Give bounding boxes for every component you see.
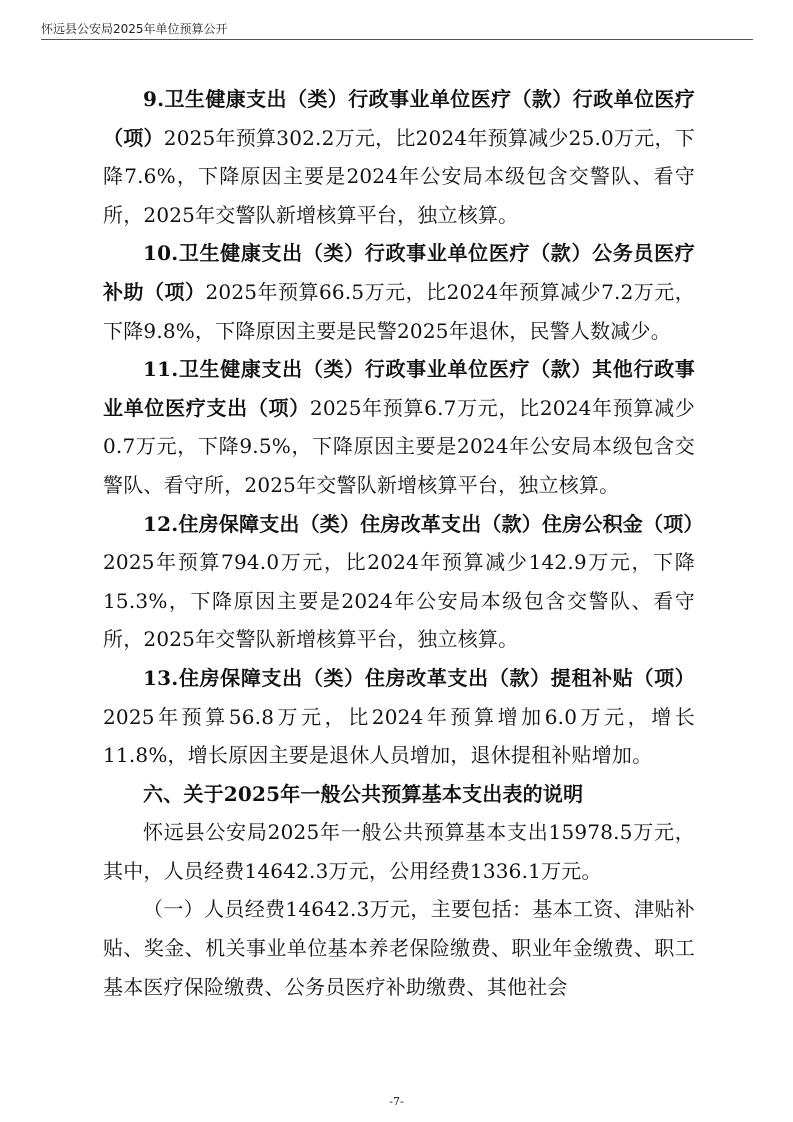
item-heading: 9.卫生健康支出（类）行政事业单位医疗（款）行政单位医疗（项） (103, 87, 695, 150)
section-paragraph: （一）人员经费14642.3万元，主要包括：基本工资、津贴补贴、奖金、机关事业单位基本养老保险缴费、职业年金缴费、职工基本医疗保险缴费、公务员医疗补助缴费、其他社会 (103, 897, 695, 999)
item-body: 2025年预算794.0万元，比2024年预算减少142.9万元，下降15.3%，下降原因主要是2024年公安局本级包含交警队、看守所，2025年交警队新增核算平台，独立核算。 (103, 550, 695, 652)
header-title: 怀远县公安局2025年单位预算公开 (41, 22, 228, 36)
paragraph-item-10 (103, 234, 695, 350)
item-heading: 12.住房保障支出（类）住房改革支出（款）住房公积金（项） (143, 511, 704, 536)
page-number: -7- (389, 1095, 404, 1108)
page-header (41, 9, 753, 40)
paragraph-item-9 (103, 80, 695, 234)
paragraph-item-11 (103, 350, 695, 504)
section-paragraph: 怀远县公安局2025年一般公共预算基本支出15978.5万元，其中，人员经费14642.3万元，公用经费1336.1万元。 (103, 820, 695, 883)
item-body: 2025年预算66.5万元，比2024年预算减少7.2万元，下降9.8%，下降原因主要是民警2025年退休，民警人数减少。 (103, 279, 696, 343)
item-heading: 10.卫生健康支出（类）行政事业单位医疗（款）公务员医疗补助（项） (103, 241, 695, 304)
paragraph-item-12 (103, 505, 704, 659)
paragraph-item-13 (103, 659, 695, 775)
item-body: 2025年预算56.8万元，比2024年预算增加6.0万元，增长11.8%，增长原因主要是退休人员增加，退休提租补贴增加。 (103, 704, 695, 768)
document-body (103, 80, 704, 1006)
item-body: 2025年预算302.2万元，比2024年预算减少25.0万元，下降7.6%，下降原因主要是2024年公安局本级包含交警队、看守所，2025年交警队新增核算平台，独立核算。 (103, 125, 695, 227)
item-heading: 13.住房保障支出（类）住房改革支出（款）提租补贴（项） (143, 665, 695, 690)
section-heading: 六、关于2025年一般公共预算基本支出表的说明 (143, 781, 584, 806)
item-body: 2025年预算6.7万元，比2024年预算减少0.7万元，下降9.5%，下降原因主要是2024年公安局本级包含交警队、看守所，2025年交警队新增核算平台，独立核算。 (103, 395, 695, 497)
item-heading: 11.卫生健康支出（类）行政事业单位医疗（款）其他行政事业单位医疗支出（项） (103, 357, 695, 420)
